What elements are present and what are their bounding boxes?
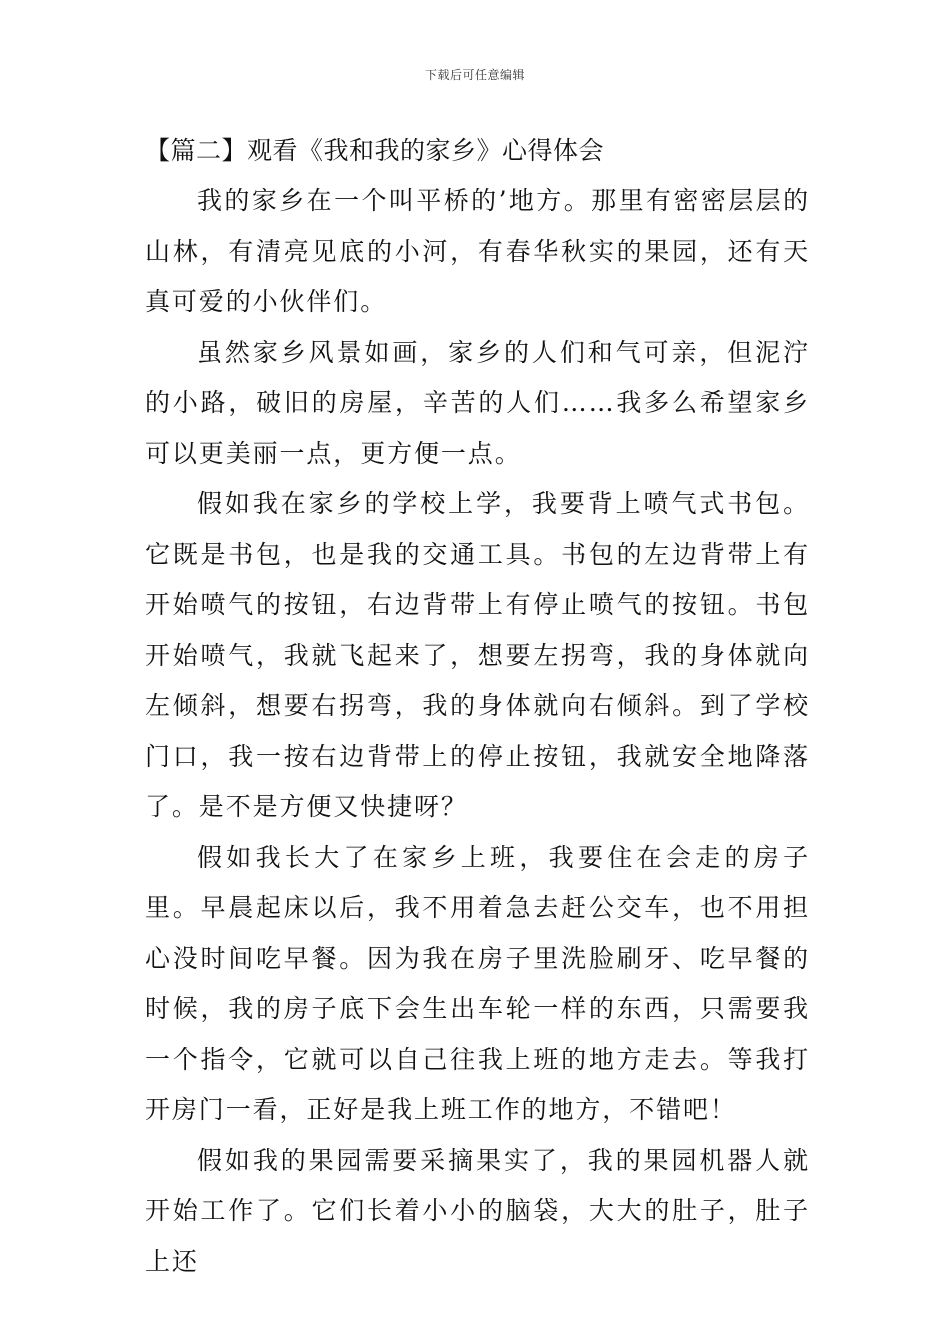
paragraph-3: 假如我在家乡的学校上学，我要背上喷气式书包。它既是书包，也是我的交通工具。书包的左边背带上有开始喷气的按钮，右边背带上有停止喷气的按钮。书包开始喷气，我就飞起来了，想要左拐弯，我的身体就向左倾斜，想要右拐弯，我的身体就向右倾斜。到了学校门口，我一按右边背带上的停止按钮，我就安全地降落了。是不是方便又快捷呀？ xyxy=(145,489,810,821)
document-title: 【篇二】观看《我和我的家乡》心得体会 xyxy=(145,136,605,165)
document-body xyxy=(145,126,810,1287)
paragraph-2: 虽然家乡风景如画，家乡的人们和气可亲，但泥泞的小路，破旧的房屋，辛苦的人们……我多么希望家乡可以更美丽一点，更方便一点。 xyxy=(145,337,810,468)
paragraph-5: 假如我的果园需要采摘果实了，我的果园机器人就开始工作了。它们长着小小的脑袋，大大的肚子，肚子上还 xyxy=(145,1145,810,1276)
page-header-note: 下载后可任意编辑 xyxy=(424,68,525,82)
paragraph-1: 我的家乡在一个叫平桥的’地方。那里有密密层层的山林，有清亮见底的小河，有春华秋实的果园，还有天真可爱的小伙伴们。 xyxy=(145,186,810,316)
paragraph-4: 假如我长大了在家乡上班，我要住在会走的房子里。早晨起床以后，我不用着急去赶公交车，也不用担心没时间吃早餐。因为我在房子里洗脸刷牙、吃早餐的时候，我的房子底下会生出车轮一样的东西，只需要我一个指令，它就可以自己往我上班的地方走去。等我打开房门一看，正好是我上班工作的地方，不错吧！ xyxy=(145,842,810,1124)
